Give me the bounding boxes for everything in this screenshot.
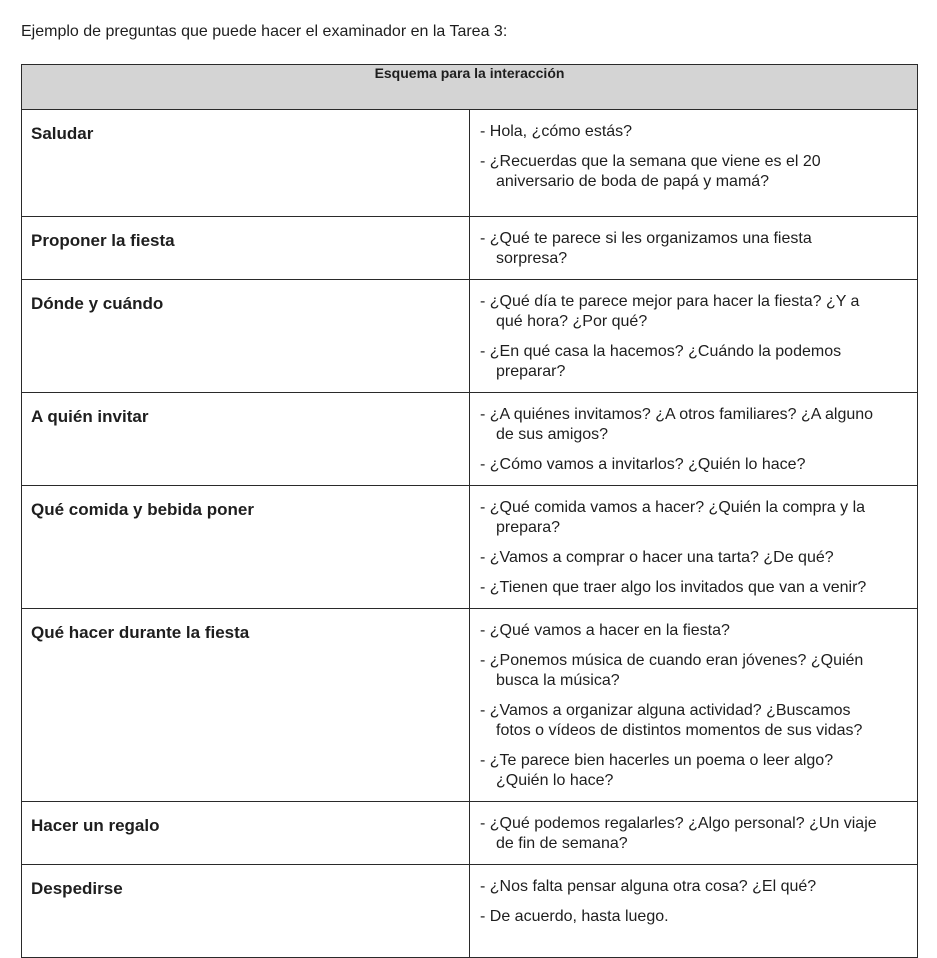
question-item: - ¿Qué vamos a hacer en la fiesta? <box>480 622 730 639</box>
topic-cell: Dónde y cuándo <box>22 280 470 393</box>
question-item: - ¿Te parece bien hacerles un poema o leer algo? ¿Quién lo hace? <box>480 752 834 789</box>
table-row <box>22 865 918 958</box>
table-row <box>22 486 918 609</box>
topic-cell: Qué hacer durante la fiesta <box>22 609 470 802</box>
topic-cell: Saludar <box>22 110 470 217</box>
table-header: Esquema para la interacción <box>22 65 918 110</box>
question-item: - ¿Tienen que traer algo los invitados que van a venir? <box>480 579 867 596</box>
question-item: - ¿Vamos a organizar alguna actividad? ¿Buscamos fotos o vídeos de distintos momentos de sus vidas? <box>480 702 863 739</box>
question-item: - ¿En qué casa la hacemos? ¿Cuándo la podemos preparar? <box>480 343 842 380</box>
question-item: - ¿Qué día te parece mejor para hacer la fiesta? ¿Y a qué hora? ¿Por qué? <box>480 293 860 330</box>
topic-cell: Qué comida y bebida poner <box>22 486 470 609</box>
question-item: - ¿Qué podemos regalarles? ¿Algo personal? ¿Un viaje de fin de semana? <box>480 815 877 852</box>
questions-cell <box>470 217 918 280</box>
questions-cell <box>470 393 918 486</box>
question-item: - ¿Recuerdas que la semana que viene es el 20 aniversario de boda de papá y mamá? <box>480 153 821 190</box>
questions-cell <box>470 865 918 958</box>
topic-cell: A quién invitar <box>22 393 470 486</box>
question-item: - ¿A quiénes invitamos? ¿A otros familiares? ¿A alguno de sus amigos? <box>480 406 874 443</box>
table-row <box>22 393 918 486</box>
question-item: - ¿Qué comida vamos a hacer? ¿Quién la compra y la prepara? <box>480 499 866 536</box>
table-row <box>22 802 918 865</box>
questions-cell <box>470 280 918 393</box>
question-item: - ¿Qué te parece si les organizamos una fiesta sorpresa? <box>480 230 812 267</box>
interaction-scheme-table <box>21 64 918 958</box>
table-row <box>22 609 918 802</box>
topic-cell: Proponer la fiesta <box>22 217 470 280</box>
table-row <box>22 217 918 280</box>
question-item: - Hola, ¿cómo estás? <box>480 123 633 140</box>
table-header-row <box>22 65 918 110</box>
topic-cell: Hacer un regalo <box>22 802 470 865</box>
question-item: - De acuerdo, hasta luego. <box>480 908 669 925</box>
table-row <box>22 280 918 393</box>
question-item: - ¿Nos falta pensar alguna otra cosa? ¿El qué? <box>480 878 817 895</box>
question-item: - ¿Vamos a comprar o hacer una tarta? ¿De qué? <box>480 549 834 566</box>
questions-cell <box>470 609 918 802</box>
table-row <box>22 110 918 217</box>
question-item: - ¿Ponemos música de cuando eran jóvenes? ¿Quién busca la música? <box>480 652 864 689</box>
topic-cell: Despedirse <box>22 865 470 958</box>
questions-cell <box>470 110 918 217</box>
question-item: - ¿Cómo vamos a invitarlos? ¿Quién lo hace? <box>480 456 806 473</box>
questions-cell <box>470 802 918 865</box>
questions-cell <box>470 486 918 609</box>
intro-text: Ejemplo de preguntas que puede hacer el examinador en la Tarea 3: <box>21 23 508 40</box>
